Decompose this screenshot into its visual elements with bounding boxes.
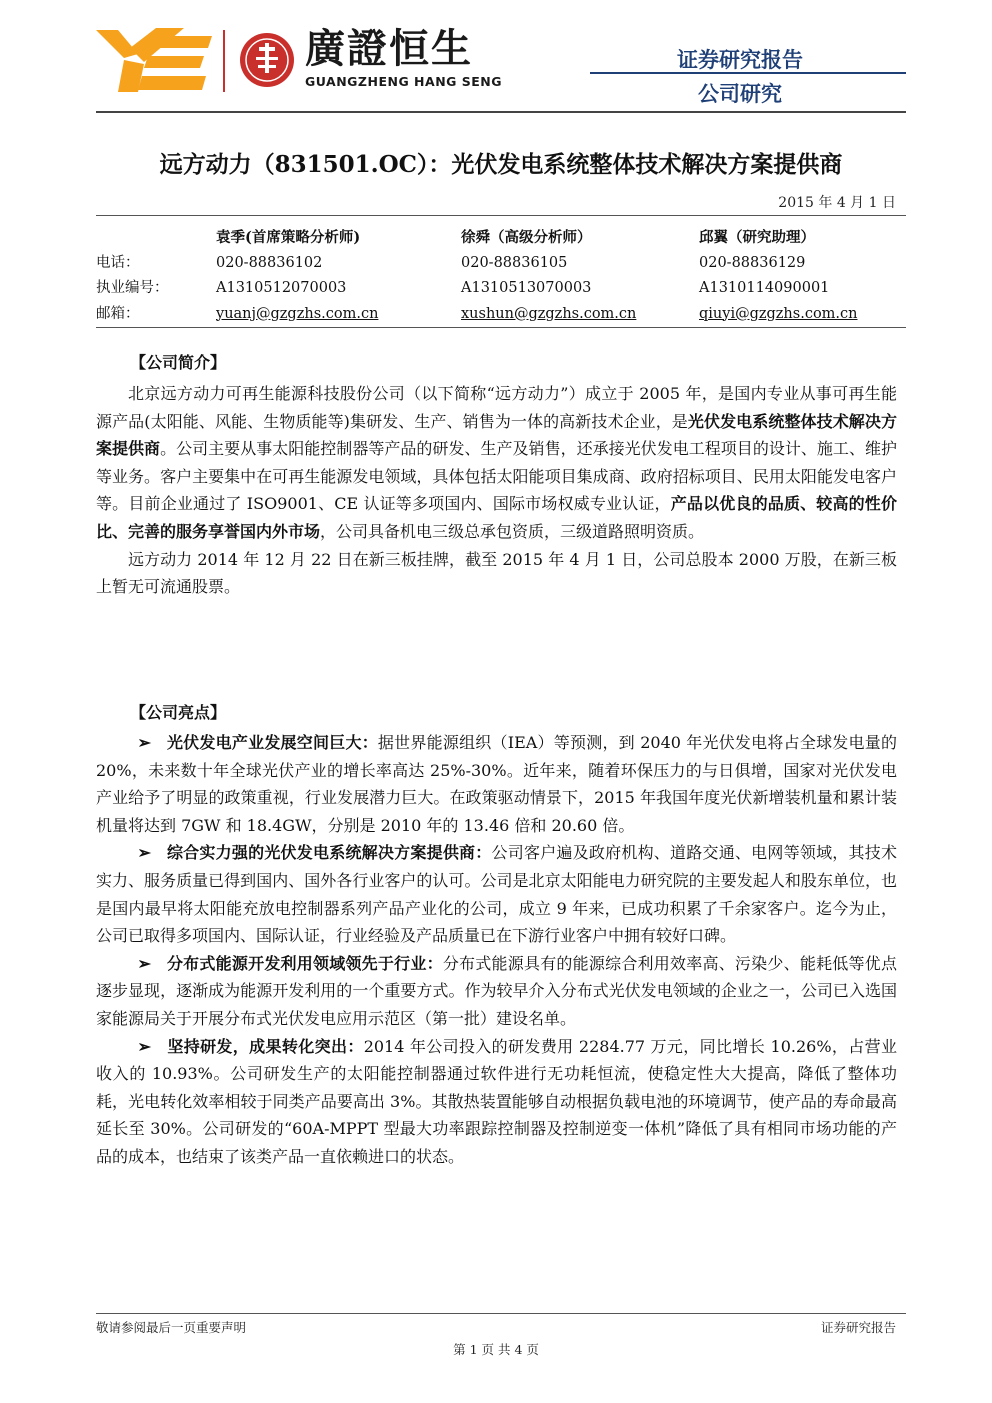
highlight-text: 分布式能源具有的能源综合利用效率高、污染少、能耗低等优点逐步显现，逐渐成为能源开发利用的一个重要方式。作为较早介入分布式光伏发电领域的企业之一，公司已入选国家能源局关于开展分布式光伏发电应用示范区（第一批）建设名单。 — [96, 953, 897, 1028]
page-number: 第 1 页 共 4 页 — [453, 1342, 539, 1357]
analyst-name: 徐舜（高级分析师） — [461, 229, 592, 246]
analyst-email-link[interactable]: yuanj@gzgzhs.com.cn — [216, 305, 379, 322]
header-accent-line — [590, 72, 906, 74]
date-rule — [96, 215, 906, 216]
bullet-arrow-icon: ➢ — [137, 733, 151, 752]
highlight-title: 坚持研发，成果转化突出： — [167, 1036, 364, 1056]
footer-rule — [96, 1313, 906, 1314]
intro-emphasis: 光伏发电系统整体技术解决方案提供商 — [96, 411, 897, 459]
analyst-name: 袁季(首席策略分析师) — [216, 229, 361, 246]
phone-label: 电话： — [96, 254, 140, 271]
highlight-title: 综合实力强的光伏发电系统解决方案提供商： — [166, 843, 492, 863]
highlight-item — [96, 950, 897, 1033]
intro-section — [96, 380, 897, 601]
bullet-arrow-icon: ➢ — [137, 953, 151, 973]
highlights-list — [96, 729, 897, 1171]
analyst-name-row — [96, 225, 906, 251]
email-label: 邮箱： — [96, 305, 140, 322]
analyst-table — [96, 225, 906, 327]
analyst-license-row — [96, 276, 906, 302]
highlight-text: 2014 年公司投入的研发费用 2284.77 万元，同比增长 10.26%，占营业收入的 10.93%。公司研发生产的太阳能控制器通过软件进行无功耗恒流，使稳定性大大提高，降低了整体功耗，光电转化效率相较于同类产品要高出 3%。其散热装置能够自动根据负载电池的环境调节，使产品的寿命最高延长至 30%。公司研发的“60A-MPPT 型最大功率跟踪控制器及控制逆变一体机”降低了具有相同市场功能的产品的成本，也结束了该类产品一直依赖进口的状态。 — [96, 1036, 897, 1166]
highlight-title: 分布式能源开发利用领域领先于行业： — [166, 953, 443, 973]
analyst-name: 邱翼（研究助理） — [699, 229, 815, 246]
intro-emphasis: 产品以优良的品质、较高的性价比、完善的服务享誉国内外市场 — [96, 494, 897, 541]
company-logo-english: GUANGZHENG HANG SENG — [305, 74, 503, 89]
header-rule — [96, 111, 906, 113]
intro-paragraph: 远方动力 2014 年 12 月 22 日在新三板挂牌，截至 2015 年 4 月 1 日，公司总股本 2000 万股，在新三板上暂无可流通股票。 — [96, 549, 897, 597]
analyst-phone: 020-88836105 — [461, 254, 568, 271]
license-label: 执业编号： — [96, 280, 169, 296]
report-date: 2015 年 4 月 1 日 — [778, 195, 896, 211]
report-type: 证券研究报告 — [677, 48, 803, 72]
highlight-item — [96, 839, 897, 949]
analyst-license: A1310513070003 — [461, 280, 592, 296]
logo-divider — [223, 30, 225, 92]
analyst-phone: 020-88836102 — [216, 254, 323, 271]
analyst-email-link[interactable]: xushun@gzgzhs.com.cn — [461, 305, 637, 322]
footer-disclaimer: 敬请参阅最后一页重要声明 — [96, 1320, 247, 1335]
company-seal-icon — [240, 33, 294, 87]
highlight-item — [96, 1033, 897, 1171]
footer-report-type: 证券研究报告 — [820, 1320, 896, 1335]
ye-logo-icon — [96, 28, 212, 94]
highlight-item — [96, 729, 897, 839]
analyst-license: A1310114090001 — [699, 280, 830, 296]
analyst-license: A1310512070003 — [216, 280, 347, 296]
analyst-email-link[interactable]: qiuyi@gzgzhs.com.cn — [699, 305, 858, 322]
report-subtype: 公司研究 — [698, 82, 782, 106]
analyst-email-row — [96, 302, 906, 328]
bullet-arrow-icon: ➢ — [137, 843, 151, 863]
analyst-phone-row — [96, 251, 906, 277]
intro-heading: 【公司简介】 — [130, 353, 227, 372]
bullet-arrow-icon: ➢ — [137, 1036, 151, 1056]
company-logo-text: 廣證恒生 — [305, 26, 473, 72]
intro-paragraph: 北京远方动力可再生能源科技股份公司（以下简称“远方动力”）成立于 2005 年，是国内专业从事可再生能源产品(太阳能、风能、生物质能等)集研发、生产、销售为一体的高新技术企业，是光伏发电系统整体技术解决方案提供商。公司主要从事太阳能控制器等产品的研发、生产及销售，还承接光伏发电工程项目的设计、施工、维护等业务。客户主要集中在可再生能源发电领域，具体包括太阳能项目集成商、政府招标项目、民用太阳能发电客户等。目前企业通过了 ISO9001、CE 认证等多项国内、国际市场权威专业认证，产品以优良的品质、较高的性价比、完善的服务享誉国内外市场，公司具备机电三级总承包资质，三级道路照明资质。 — [96, 384, 897, 541]
highlight-title: 光伏发电产业发展空间巨大： — [166, 733, 378, 752]
highlight-text: 公司客户遍及政府机构、道路交通、电网等领域，其技术实力、服务质量已得到国内、国外各行业客户的认可。公司是北京太阳能电力研究院的主要发起人和股东单位，也是国内最早将太阳能充放电控制器系列产品产业化的公司，成立 9 年来，已成功积累了千余家客户。迄今为止，公司已取得多项国内、国际认证，行业经验及产品质量已在下游行业客户中拥有较好口碑。 — [96, 843, 897, 946]
analyst-phone: 020-88836129 — [699, 254, 806, 271]
report-title: 远方动力（831501.OC）：光伏发电系统整体技术解决方案提供商 — [159, 151, 843, 178]
highlights-heading: 【公司亮点】 — [130, 703, 227, 722]
analyst-table-rule — [96, 327, 906, 328]
highlight-text: 据世界能源组织（IEA）等预测，到 2040 年光伏发电将占全球发电量的 20%，未来数十年全球光伏产业的增长率高达 25%-30%。近年来，随着环保压力的与日俱增，国家对光伏发电产业给予了明显的政策重视，行业发展潜力巨大。在政策驱动情景下，2015 年我国年度光伏新增装机量和累计装机量将达到 7GW 和 18.4GW，分别是 2010 年的 13.46 倍和 20.60 倍。 — [96, 733, 897, 835]
